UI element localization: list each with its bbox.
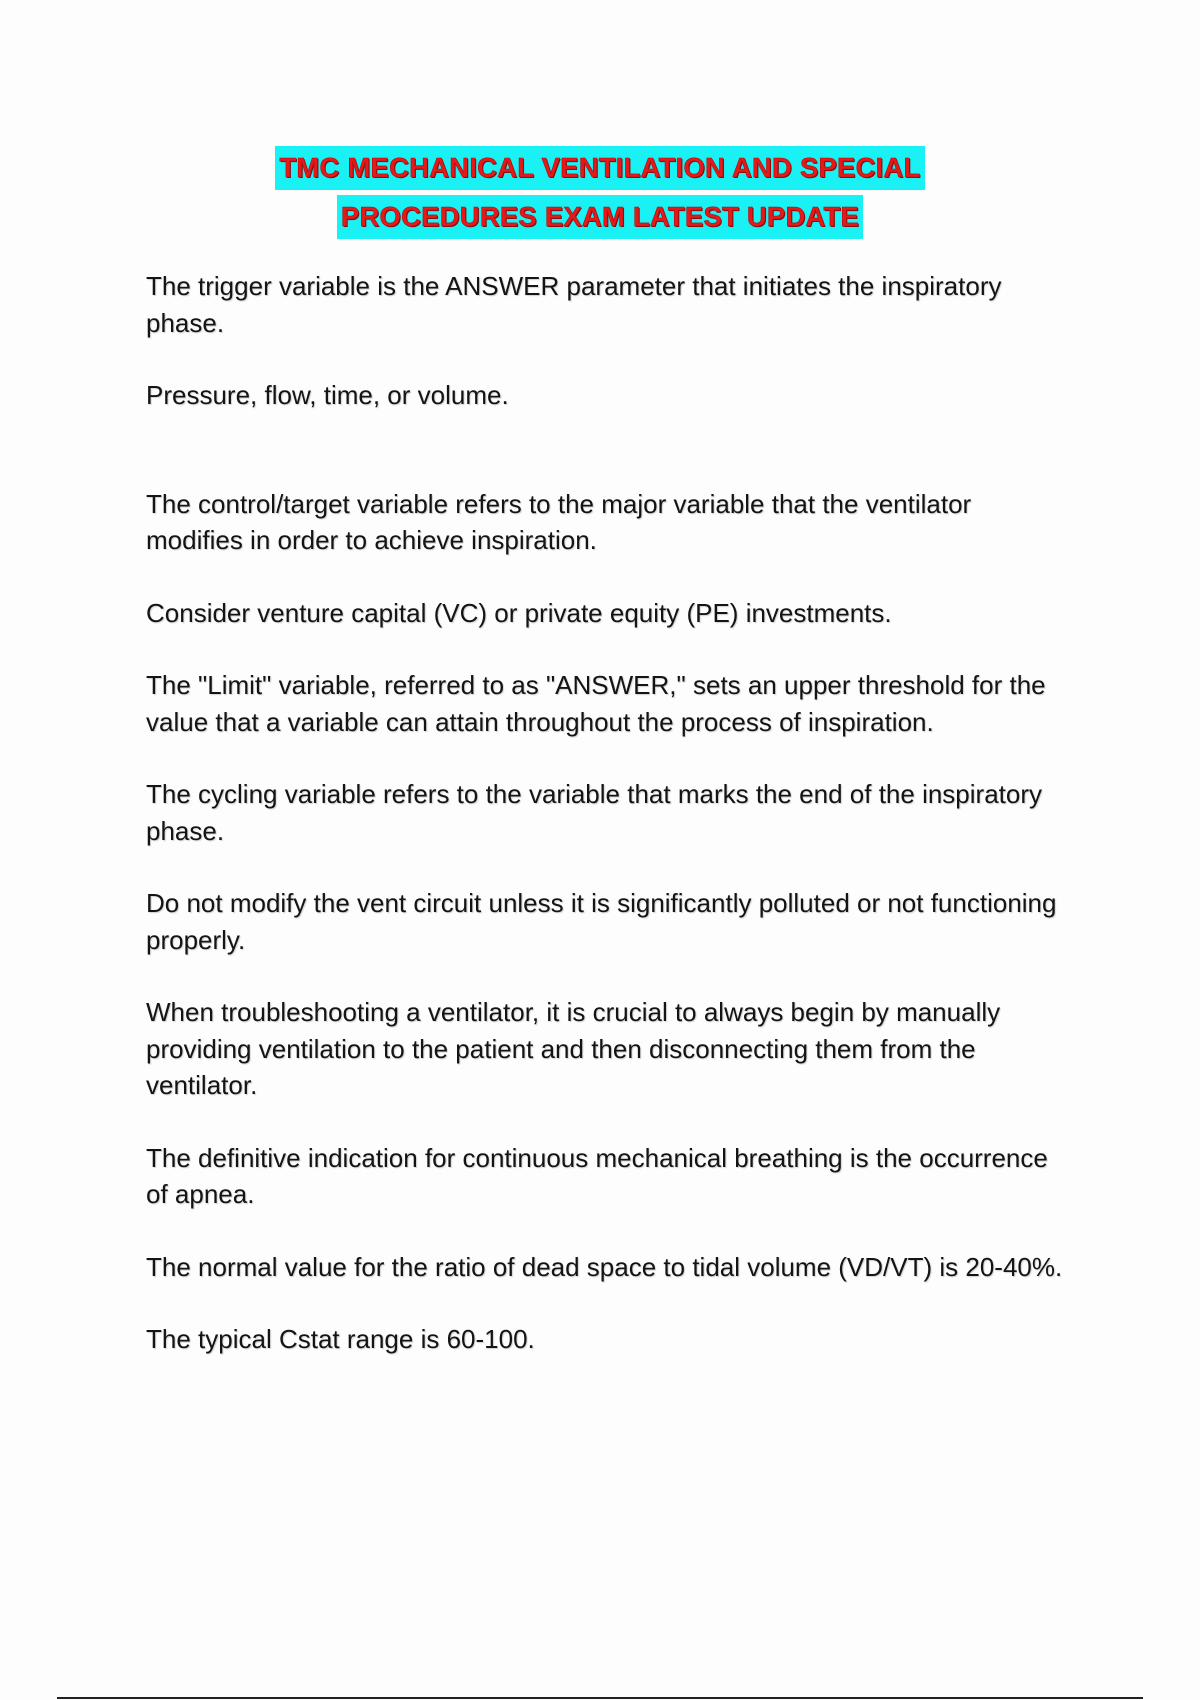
paragraph-trigger-variable: The trigger variable is the ANSWER parameter that initiates the inspiratory phase. (146, 271, 1002, 338)
paragraph-control-variable: The control/target variable refers to the major variable that the ventilator modifies in order to achieve inspiration. (146, 488, 972, 555)
footer-rule (57, 1697, 1143, 1699)
document-title (0, 146, 1200, 244)
paragraph-cycling-variable: The cycling variable refers to the variable that marks the end of the inspiratory phase. (146, 779, 1042, 846)
paragraph-troubleshooting: When troubleshooting a ventilator, it is crucial to always begin by manually providing ventilation to the patient and then disconnecting them from the ventilator. (146, 997, 1001, 1100)
paragraph-apnea: The definitive indication for continuous mechanical breathing is the occurrence of apnea. (146, 1142, 1048, 1209)
document-body (146, 268, 1066, 1358)
paragraph-limit-variable: The "Limit" variable, referred to as "ANSWER," sets an upper threshold for the value that a variable can attain throughout the process of inspiration. (146, 670, 1046, 737)
title-line-2: PROCEDURES EXAM LATEST UPDATE (337, 195, 863, 239)
paragraph-vent-circuit: Do not modify the vent circuit unless it is significantly polluted or not functioning properly. (146, 888, 1057, 955)
title-line-1: TMC MECHANICAL VENTILATION AND SPECIAL (275, 146, 924, 190)
paragraph-trigger-answer: Pressure, flow, time, or volume. (146, 380, 509, 410)
paragraph-vc-pe: Consider venture capital (VC) or private equity (PE) investments. (146, 597, 892, 628)
paragraph-cstat: The typical Cstat range is 60-100. (146, 1324, 535, 1354)
paragraph-vd-vt: The normal value for the ratio of dead space to tidal volume (VD/VT) is 20-40%. (146, 1251, 1063, 1282)
